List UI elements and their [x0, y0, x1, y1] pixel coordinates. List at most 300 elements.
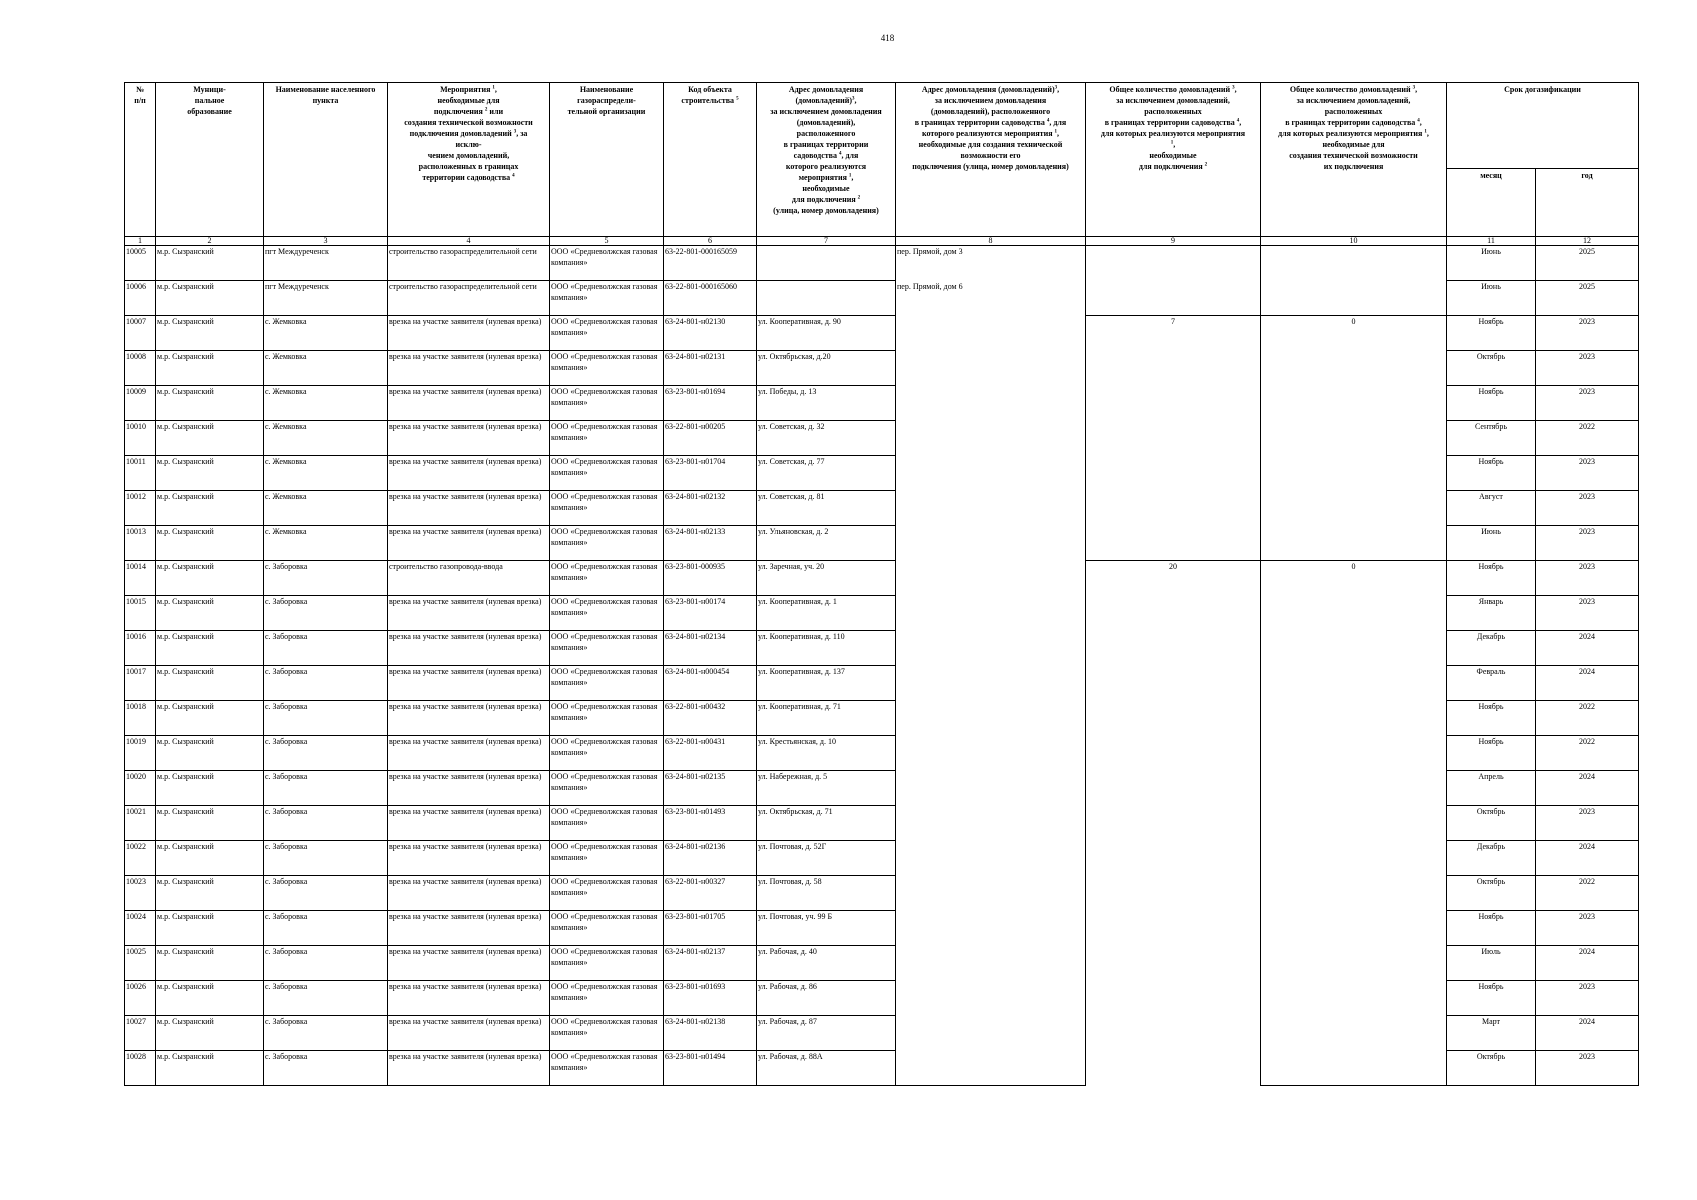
gas-organization-cell: ООО «Средневолжская газовая компания» [550, 351, 664, 386]
row-number-cell: 10024 [125, 911, 156, 946]
table-row [125, 526, 1639, 561]
column-number: 7 [757, 237, 896, 246]
year-cell: 2024 [1536, 631, 1639, 666]
measure-cell: врезка на участке заявителя (нулевая врезка) [388, 456, 550, 491]
settlement-cell: с. Жемковка [264, 526, 388, 561]
measure-cell: врезка на участке заявителя (нулевая врезка) [388, 946, 550, 981]
address-connection-cell: ул. Октябрьская, д.20 [757, 351, 896, 386]
count-connection-cell [1086, 701, 1261, 736]
row-number-cell: 10025 [125, 946, 156, 981]
gas-organization-cell: ООО «Средневолжская газовая компания» [550, 666, 664, 701]
settlement-cell: с. Заборовка [264, 1016, 388, 1051]
address-connection-cell: ул. Кооперативная, д. 71 [757, 701, 896, 736]
gas-organization-cell: ООО «Средневолжская газовая компания» [550, 876, 664, 911]
address-connection-cell: ул. Октябрьская, д. 71 [757, 806, 896, 841]
object-code-cell: 63-24-801-н02138 [664, 1016, 757, 1051]
year-cell: 2024 [1536, 1016, 1639, 1051]
count-technical-cell [1261, 666, 1447, 701]
municipality-cell: м.р. Сызранский [156, 631, 264, 666]
count-technical-cell: 0 [1261, 316, 1447, 351]
year-cell: 2022 [1536, 876, 1639, 911]
month-cell: Ноябрь [1447, 316, 1536, 351]
settlement-cell: с. Жемковка [264, 351, 388, 386]
month-cell: Ноябрь [1447, 701, 1536, 736]
address-connection-cell: ул. Почтовая, уч. 99 Б [757, 911, 896, 946]
header-address-technical [896, 83, 1086, 237]
row-number-cell: 10008 [125, 351, 156, 386]
count-connection-cell [1086, 491, 1261, 526]
object-code-cell: 63-22-801-н00431 [664, 736, 757, 771]
count-connection-cell [1086, 841, 1261, 876]
address-technical-cell [896, 351, 1086, 386]
settlement-cell: с. Заборовка [264, 631, 388, 666]
row-number-cell: 10027 [125, 1016, 156, 1051]
address-technical-cell: пер. Прямой, дом 6 [896, 281, 1086, 316]
address-technical-cell [896, 771, 1086, 806]
municipality-cell: м.р. Сызранский [156, 1051, 264, 1086]
month-cell: Декабрь [1447, 631, 1536, 666]
count-connection-cell [1086, 1051, 1261, 1086]
settlement-cell: пгт Междуреченск [264, 246, 388, 281]
column-number: 10 [1261, 237, 1447, 246]
year-cell: 2022 [1536, 421, 1639, 456]
address-technical-cell [896, 631, 1086, 666]
table-row [125, 701, 1639, 736]
table-row [125, 386, 1639, 421]
count-connection-cell [1086, 631, 1261, 666]
measure-cell: строительство газопровода-ввода [388, 561, 550, 596]
municipality-cell: м.р. Сызранский [156, 1016, 264, 1051]
header-number [125, 83, 156, 237]
row-number-cell: 10009 [125, 386, 156, 421]
column-number: 12 [1536, 237, 1639, 246]
count-connection-cell [1086, 526, 1261, 561]
row-number-cell: 10014 [125, 561, 156, 596]
count-technical-cell [1261, 526, 1447, 561]
object-code-cell: 63-24-801-н02131 [664, 351, 757, 386]
settlement-cell: с. Заборовка [264, 701, 388, 736]
address-connection-cell [757, 281, 896, 316]
gas-organization-cell: ООО «Средневолжская газовая компания» [550, 736, 664, 771]
month-cell: Июнь [1447, 246, 1536, 281]
address-connection-cell: ул. Победы, д. 13 [757, 386, 896, 421]
count-technical-cell [1261, 456, 1447, 491]
table-row [125, 736, 1639, 771]
table-row [125, 316, 1639, 351]
header-settlement [264, 83, 388, 237]
settlement-cell: с. Заборовка [264, 806, 388, 841]
column-number: 8 [896, 237, 1086, 246]
count-connection-cell [1086, 386, 1261, 421]
month-cell: Октябрь [1447, 1051, 1536, 1086]
count-technical-cell [1261, 736, 1447, 771]
measure-cell: врезка на участке заявителя (нулевая врезка) [388, 491, 550, 526]
measure-cell: врезка на участке заявителя (нулевая врезка) [388, 841, 550, 876]
address-connection-cell: ул. Крестьянская, д. 10 [757, 736, 896, 771]
column-number: 4 [388, 237, 550, 246]
municipality-cell: м.р. Сызранский [156, 351, 264, 386]
object-code-cell: 63-24-801-н02137 [664, 946, 757, 981]
count-connection-cell [1086, 946, 1261, 981]
measure-cell: врезка на участке заявителя (нулевая врезка) [388, 701, 550, 736]
object-code-cell: 63-24-801-н02136 [664, 841, 757, 876]
count-technical-cell [1261, 281, 1447, 316]
settlement-cell: с. Заборовка [264, 596, 388, 631]
row-number-cell: 10005 [125, 246, 156, 281]
object-code-cell: 63-24-801-н000454 [664, 666, 757, 701]
count-technical-cell [1261, 946, 1447, 981]
count-technical-cell [1261, 596, 1447, 631]
year-cell: 2024 [1536, 946, 1639, 981]
measure-cell: врезка на участке заявителя (нулевая врезка) [388, 316, 550, 351]
column-number: 11 [1447, 237, 1536, 246]
month-cell: Ноябрь [1447, 456, 1536, 491]
count-connection-cell: 7 [1086, 316, 1261, 351]
address-technical-cell [896, 456, 1086, 491]
month-cell: Сентябрь [1447, 421, 1536, 456]
year-cell: 2024 [1536, 841, 1639, 876]
address-connection-cell: ул. Советская, д. 81 [757, 491, 896, 526]
gas-organization-cell: ООО «Средневолжская газовая компания» [550, 456, 664, 491]
address-connection-cell: ул. Почтовая, д. 58 [757, 876, 896, 911]
header-text: Адрес домовладения (домовладений)$^3$, за исключением домовладения (домовладений), расположенного в границах территории садоводства $^4$, для которого реализуются мероприятия $^1$, необходимые для создания технической возможности его подключения (улица, номер домовладения) [912, 85, 1069, 171]
year-cell: 2023 [1536, 596, 1639, 631]
year-cell: 2023 [1536, 386, 1639, 421]
column-number: 3 [264, 237, 388, 246]
table-row [125, 421, 1639, 456]
row-number-cell: 10007 [125, 316, 156, 351]
address-connection-cell: ул. Рабочая, д. 40 [757, 946, 896, 981]
measure-cell: врезка на участке заявителя (нулевая врезка) [388, 1051, 550, 1086]
object-code-cell: 63-22-801-000165060 [664, 281, 757, 316]
object-code-cell: 63-23-801-н01705 [664, 911, 757, 946]
measure-cell: врезка на участке заявителя (нулевая врезка) [388, 771, 550, 806]
count-technical-cell [1261, 1016, 1447, 1051]
settlement-cell: с. Заборовка [264, 946, 388, 981]
measure-cell: врезка на участке заявителя (нулевая врезка) [388, 596, 550, 631]
count-technical-cell [1261, 351, 1447, 386]
gas-organization-cell: ООО «Средневолжская газовая компания» [550, 806, 664, 841]
address-technical-cell [896, 526, 1086, 561]
month-cell: Октябрь [1447, 806, 1536, 841]
measure-cell: строительство газораспределительной сети [388, 281, 550, 316]
object-code-cell: 63-23-801-н01704 [664, 456, 757, 491]
table-row [125, 281, 1639, 316]
month-cell: Апрель [1447, 771, 1536, 806]
year-cell: 2023 [1536, 491, 1639, 526]
row-number-cell: 10022 [125, 841, 156, 876]
year-cell: 2023 [1536, 981, 1639, 1016]
count-technical-cell [1261, 421, 1447, 456]
header-text: Наименование газораспредели- тельной организации [567, 85, 646, 116]
table-row [125, 1016, 1639, 1051]
gas-organization-cell: ООО «Средневолжская газовая компания» [550, 246, 664, 281]
municipality-cell: м.р. Сызранский [156, 491, 264, 526]
municipality-cell: м.р. Сызранский [156, 981, 264, 1016]
municipality-cell: м.р. Сызранский [156, 876, 264, 911]
address-technical-cell [896, 946, 1086, 981]
row-number-cell: 10018 [125, 701, 156, 736]
count-connection-cell [1086, 246, 1261, 281]
municipality-cell: м.р. Сызранский [156, 736, 264, 771]
gas-organization-cell: ООО «Средневолжская газовая компания» [550, 911, 664, 946]
address-technical-cell [896, 841, 1086, 876]
count-technical-cell [1261, 771, 1447, 806]
count-connection-cell [1086, 666, 1261, 701]
measure-cell: врезка на участке заявителя (нулевая врезка) [388, 351, 550, 386]
object-code-cell: 63-23-801-н01493 [664, 806, 757, 841]
row-number-cell: 10011 [125, 456, 156, 491]
table-row [125, 246, 1639, 281]
settlement-cell: с. Заборовка [264, 876, 388, 911]
month-cell: Март [1447, 1016, 1536, 1051]
count-technical-cell [1261, 806, 1447, 841]
count-connection-cell: 20 [1086, 561, 1261, 596]
gas-organization-cell: ООО «Средневолжская газовая компания» [550, 701, 664, 736]
municipality-cell: м.р. Сызранский [156, 281, 264, 316]
year-cell: 2023 [1536, 911, 1639, 946]
address-technical-cell [896, 316, 1086, 351]
address-technical-cell [896, 1051, 1086, 1086]
municipality-cell: м.р. Сызранский [156, 806, 264, 841]
municipality-cell: м.р. Сызранский [156, 316, 264, 351]
gas-organization-cell: ООО «Средневолжская газовая компания» [550, 841, 664, 876]
municipality-cell: м.р. Сызранский [156, 386, 264, 421]
header-object-code [664, 83, 757, 237]
measure-cell: врезка на участке заявителя (нулевая врезка) [388, 911, 550, 946]
header-gas-organization [550, 83, 664, 237]
row-number-cell: 10016 [125, 631, 156, 666]
year-cell: 2023 [1536, 1051, 1639, 1086]
municipality-cell: м.р. Сызранский [156, 561, 264, 596]
month-cell: Июнь [1447, 281, 1536, 316]
month-cell: Октябрь [1447, 876, 1536, 911]
year-cell: 2022 [1536, 736, 1639, 771]
month-cell: Ноябрь [1447, 981, 1536, 1016]
measure-cell: врезка на участке заявителя (нулевая врезка) [388, 631, 550, 666]
gas-organization-cell: ООО «Средневолжская газовая компания» [550, 946, 664, 981]
gas-organization-cell: ООО «Средневолжская газовая компания» [550, 631, 664, 666]
header-text: Муници- пальное образование [187, 85, 232, 116]
column-number: 6 [664, 237, 757, 246]
gas-organization-cell: ООО «Средневолжская газовая компания» [550, 421, 664, 456]
header-text: Общее количество домовладений $^3$, за исключением домовладений, расположенных в границах территории садоводства $^4$, для которых реализуются мероприятия $^1$, необходимые для создания технической возможности их подключения [1278, 85, 1429, 171]
address-connection-cell: ул. Почтовая, д. 52Г [757, 841, 896, 876]
object-code-cell: 63-22-801-000165059 [664, 246, 757, 281]
row-number-cell: 10013 [125, 526, 156, 561]
count-connection-cell [1086, 1016, 1261, 1051]
year-cell: 2024 [1536, 666, 1639, 701]
header-gasification-term [1447, 83, 1639, 169]
column-number: 9 [1086, 237, 1261, 246]
address-technical-cell [896, 1016, 1086, 1051]
address-technical-cell [896, 666, 1086, 701]
object-code-cell: 63-23-801-н00174 [664, 596, 757, 631]
header-text: Адрес домовладения (домовладений)$^3$, за исключением домовладения (домовладений), расположенного в границах территории садоводства $^4$, для которого реализуются мероприятия $^1$, необходимые для подключения $^2$ (улица, номер домовладения) [770, 85, 882, 215]
table-row [125, 351, 1639, 386]
header-text: Код объекта строительства $^5$ [681, 85, 739, 105]
measure-cell: врезка на участке заявителя (нулевая врезка) [388, 386, 550, 421]
header-address-connection [757, 83, 896, 237]
header-text: Наименование населенного пункта [275, 85, 376, 105]
settlement-cell: с. Жемковка [264, 491, 388, 526]
settlement-cell: с. Заборовка [264, 561, 388, 596]
municipality-cell: м.р. Сызранский [156, 841, 264, 876]
table-row [125, 1051, 1639, 1086]
table-row [125, 561, 1639, 596]
row-number-cell: 10006 [125, 281, 156, 316]
municipality-cell: м.р. Сызранский [156, 246, 264, 281]
table-row [125, 666, 1639, 701]
header-count-technical [1261, 83, 1447, 237]
address-technical-cell [896, 561, 1086, 596]
measure-cell: врезка на участке заявителя (нулевая врезка) [388, 736, 550, 771]
address-technical-cell [896, 421, 1086, 456]
gas-organization-cell: ООО «Средневолжская газовая компания» [550, 596, 664, 631]
measure-cell: врезка на участке заявителя (нулевая врезка) [388, 806, 550, 841]
month-cell: Август [1447, 491, 1536, 526]
address-connection-cell: ул. Кооперативная, д. 90 [757, 316, 896, 351]
year-cell: 2023 [1536, 526, 1639, 561]
month-cell: Ноябрь [1447, 561, 1536, 596]
object-code-cell: 63-23-801-000935 [664, 561, 757, 596]
address-connection-cell: ул. Рабочая, д. 87 [757, 1016, 896, 1051]
count-connection-cell [1086, 421, 1261, 456]
address-connection-cell: ул. Кооперативная, д. 137 [757, 666, 896, 701]
municipality-cell: м.р. Сызранский [156, 771, 264, 806]
table-row [125, 771, 1639, 806]
object-code-cell: 63-23-801-н01494 [664, 1051, 757, 1086]
address-technical-cell [896, 701, 1086, 736]
gas-organization-cell: ООО «Средневолжская газовая компания» [550, 1051, 664, 1086]
gas-organization-cell: ООО «Средневолжская газовая компания» [550, 561, 664, 596]
settlement-cell: с. Заборовка [264, 736, 388, 771]
settlement-cell: с. Заборовка [264, 841, 388, 876]
header-text: месяц [1480, 171, 1502, 180]
count-connection-cell [1086, 596, 1261, 631]
settlement-cell: с. Заборовка [264, 981, 388, 1016]
count-connection-cell [1086, 806, 1261, 841]
address-connection-cell: ул. Кооперативная, д. 1 [757, 596, 896, 631]
month-cell: Ноябрь [1447, 736, 1536, 771]
settlement-cell: с. Заборовка [264, 911, 388, 946]
count-technical-cell [1261, 701, 1447, 736]
municipality-cell: м.р. Сызранский [156, 526, 264, 561]
year-cell: 2023 [1536, 456, 1639, 491]
object-code-cell: 63-24-801-н02132 [664, 491, 757, 526]
settlement-cell: с. Жемковка [264, 456, 388, 491]
row-number-cell: 10017 [125, 666, 156, 701]
address-technical-cell [896, 981, 1086, 1016]
table-row [125, 876, 1639, 911]
gas-organization-cell: ООО «Средневолжская газовая компания» [550, 526, 664, 561]
address-technical-cell [896, 911, 1086, 946]
address-connection-cell [757, 246, 896, 281]
row-number-cell: 10026 [125, 981, 156, 1016]
count-technical-cell [1261, 981, 1447, 1016]
count-technical-cell [1261, 491, 1447, 526]
row-number-cell: 10021 [125, 806, 156, 841]
address-connection-cell: ул. Рабочая, д. 86 [757, 981, 896, 1016]
municipality-cell: м.р. Сызранский [156, 946, 264, 981]
object-code-cell: 63-24-801-н02130 [664, 316, 757, 351]
month-cell: Июль [1447, 946, 1536, 981]
address-technical-cell [896, 386, 1086, 421]
table-row [125, 456, 1639, 491]
address-connection-cell: ул. Набережная, д. 5 [757, 771, 896, 806]
measure-cell: врезка на участке заявителя (нулевая врезка) [388, 1016, 550, 1051]
municipality-cell: м.р. Сызранский [156, 666, 264, 701]
municipality-cell: м.р. Сызранский [156, 911, 264, 946]
settlement-cell: с. Жемковка [264, 421, 388, 456]
month-cell: Ноябрь [1447, 386, 1536, 421]
row-number-cell: 10010 [125, 421, 156, 456]
page-number: 418 [880, 33, 895, 43]
settlement-cell: с. Жемковка [264, 316, 388, 351]
month-cell: Февраль [1447, 666, 1536, 701]
address-connection-cell: ул. Советская, д. 32 [757, 421, 896, 456]
header-text: Общее количество домовладений $^3$, за исключением домовладений, расположенных в границах территории садоводства $^4$, для которых реализуются мероприятия $^1$, необходимые для подключения $^2$ [1100, 85, 1246, 171]
gasification-table [124, 82, 1639, 1086]
measure-cell: врезка на участке заявителя (нулевая врезка) [388, 666, 550, 701]
table-row [125, 631, 1639, 666]
year-cell: 2022 [1536, 701, 1639, 736]
gas-organization-cell: ООО «Средневолжская газовая компания» [550, 1016, 664, 1051]
year-cell: 2024 [1536, 771, 1639, 806]
address-technical-cell [896, 806, 1086, 841]
address-connection-cell: ул. Кооперативная, д. 110 [757, 631, 896, 666]
month-cell: Декабрь [1447, 841, 1536, 876]
object-code-cell: 63-24-801-н02134 [664, 631, 757, 666]
count-technical-cell [1261, 631, 1447, 666]
year-cell: 2025 [1536, 246, 1639, 281]
count-technical-cell [1261, 386, 1447, 421]
measure-cell: врезка на участке заявителя (нулевая врезка) [388, 526, 550, 561]
municipality-cell: м.р. Сызранский [156, 421, 264, 456]
gas-organization-cell: ООО «Средневолжская газовая компания» [550, 771, 664, 806]
gas-organization-cell: ООО «Средневолжская газовая компания» [550, 281, 664, 316]
settlement-cell: с. Жемковка [264, 386, 388, 421]
row-number-cell: 10012 [125, 491, 156, 526]
count-connection-cell [1086, 771, 1261, 806]
municipality-cell: м.р. Сызранский [156, 596, 264, 631]
month-cell: Ноябрь [1447, 911, 1536, 946]
address-connection-cell: ул. Заречная, уч. 20 [757, 561, 896, 596]
count-connection-cell [1086, 736, 1261, 771]
table-row [125, 946, 1639, 981]
settlement-cell: с. Заборовка [264, 666, 388, 701]
row-number-cell: 10019 [125, 736, 156, 771]
settlement-cell: с. Заборовка [264, 771, 388, 806]
address-technical-cell [896, 596, 1086, 631]
header-text: № п/п [134, 85, 146, 105]
count-technical-cell [1261, 876, 1447, 911]
header-text: год [1581, 171, 1593, 180]
object-code-cell: 63-23-801-н01693 [664, 981, 757, 1016]
address-technical-cell: пер. Прямой, дом 3 [896, 246, 1086, 281]
gas-organization-cell: ООО «Средневолжская газовая компания» [550, 316, 664, 351]
table-row [125, 841, 1639, 876]
count-connection-cell [1086, 911, 1261, 946]
header-text: Срок догазификации [1504, 85, 1581, 94]
column-number: 2 [156, 237, 264, 246]
month-cell: Январь [1447, 596, 1536, 631]
column-number: 5 [550, 237, 664, 246]
header-text: Мероприятия $^1$, необходимые для подключения $^2$ или создания технической возможности подключения домовладений $^3$, за исклю- чением домовладений, расположенных в границах территории садоводства $^4$ [404, 85, 533, 182]
count-technical-cell [1261, 1051, 1447, 1086]
gas-organization-cell: ООО «Средневолжская газовая компания» [550, 491, 664, 526]
table-row [125, 911, 1639, 946]
